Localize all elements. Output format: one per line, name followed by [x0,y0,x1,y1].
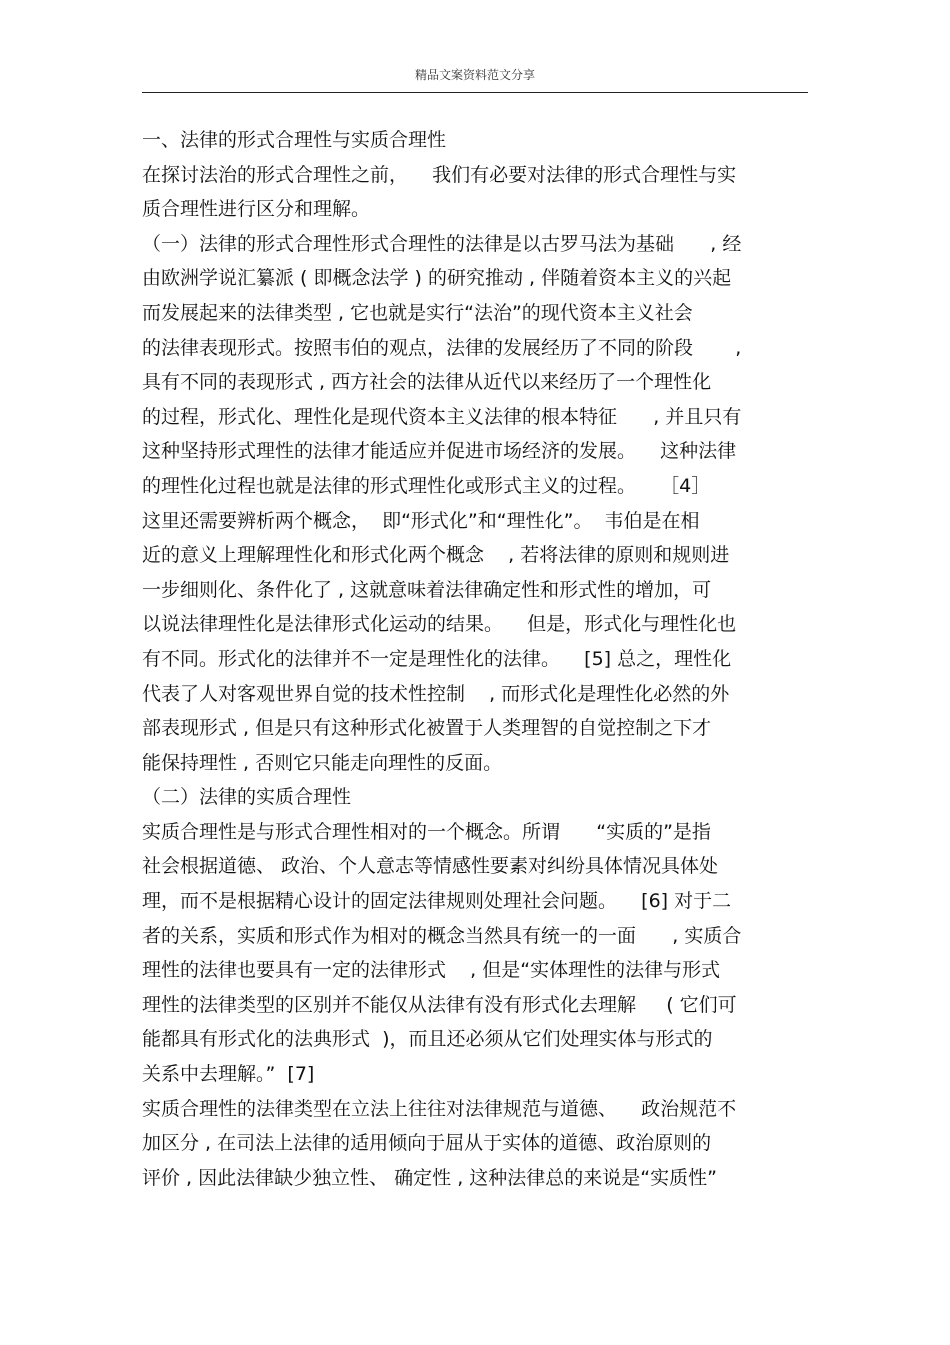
text-line: 者的关系，实质和形式作为相对的概念当然具有统一的一面 , 实质合 [142,924,742,947]
text-line: 代表了人对客观世界自觉的技术性控制 , 而形式化是理性化必然的外 [142,682,730,705]
subsection-heading-line: （一）法律的形式合理性形式合理性的法律是以古罗马法为基础 , 经 [142,232,742,255]
text-line: 关系中去理解。” [7] [142,1063,315,1086]
text-line: 具有不同的表现形式 , 西方社会的法律从近代以来经历了一个理性化 [142,371,712,394]
text-line: 实质合理性是与形式合理性相对的一个概念。所谓 “实质的”是指 [142,820,711,843]
text-line: 的过程，形式化、理性化是现代资本主义法律的根本特征 , 并且只有 [142,405,742,428]
text-line: 有不同。形式化的法律并不一定是理性化的法律。 [5] 总之，理性化 [142,647,732,670]
text-line: 部表现形式 , 但是只有这种形式化被置于人类理智的自觉控制之下才 [142,717,712,740]
text-line: 评价 , 因此法律缺少独立性、 确定性 , 这种法律总的来说是“实质性” [142,1166,717,1189]
text-line: 的法律表现形式。按照韦伯的观点，法律的发展经历了不同的阶段 , [142,336,742,359]
subsection-heading: （二）法律的实质合理性 [142,786,352,809]
text-line: 在探讨法治的形式合理性之前， 我们有必要对法律的形式合理性与实 [142,163,737,186]
text-line: 能保持理性 , 否则它只能走向理性的反面。 [142,751,503,774]
text-line: 的理性化过程也就是法律的形式理性化或形式主义的过程。 ［4］ [142,474,711,497]
text-line: 理性的法律也要具有一定的法律形式 , 但是“实体理性的法律与形式 [142,959,721,982]
text-line: 理，而不是根据精心设计的固定法律规则处理社会问题。 [6] 对于二 [142,890,732,913]
text-line: 而发展起来的法律类型 , 它也就是实行“法治”的现代资本主义社会 [142,301,693,324]
page-header: 精品文案资料范文分享 [414,68,535,82]
text-line: 质合理性进行区分和理解。 [142,198,371,221]
text-line: 这种坚持形式理性的法律才能适应并促进市场经济的发展。 这种法律 [142,440,737,463]
text-line: 能都具有形式化的法典形式 )，而且还必须从它们处理实体与形式的 [142,1028,713,1051]
section-heading: 一、法律的形式合理性与实质合理性 [142,129,447,151]
text-line: 实质合理性的法律类型在立法上往往对法律规范与道德、 政治规范不 [142,1097,737,1120]
text-line: 以说法律理性化是法律形式化运动的结果。 但是，形式化与理性化也 [142,613,737,636]
header-divider [142,92,808,93]
text-line: 这里还需要辨析两个概念， 即“形式化”和“理性化”。 韦伯是在相 [142,509,700,532]
text-line: 加区分 , 在司法上法律的适用倾向于屈从于实体的道德、政治原则的 [142,1132,712,1155]
document-body [142,123,808,1195]
text-line: 一步细则化、条件化了 , 这就意味着法律确定性和形式性的增加，可 [142,578,712,601]
text-line: 近的意义上理解理性化和形式化两个概念 , 若将法律的原则和规则进 [142,544,730,567]
text-line: 社会根据道德、 政治、个人意志等情感性要素对纠纷具体情况具体处 [142,855,719,878]
text-line: 由欧洲学说汇纂派 ( 即概念法学 ) 的研究推动 , 伴随着资本主义的兴起 [142,267,732,290]
text-line: 理性的法律类型的区别并不能仅从法律有没有形式化去理解 ( 它们可 [142,993,737,1016]
